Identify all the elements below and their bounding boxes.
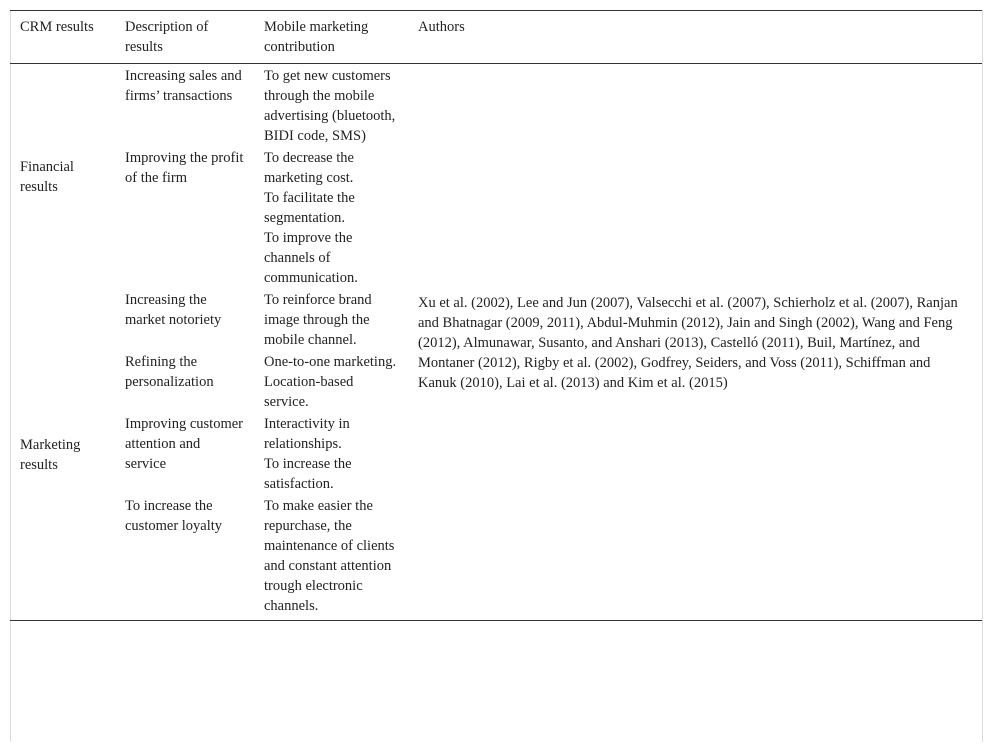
contribution-line: To facilitate the segmentation. bbox=[264, 190, 355, 226]
contribution-line: To decrease the marketing cost. bbox=[264, 150, 354, 186]
row-contribution bbox=[254, 289, 408, 351]
row-description: Refining the personalization bbox=[125, 354, 214, 390]
row-contribution bbox=[254, 413, 408, 495]
contribution-line: Interactivity in relationships. bbox=[264, 416, 350, 452]
header-description: Description of results bbox=[125, 19, 209, 55]
group-financial-results: Financial results bbox=[20, 159, 74, 195]
contribution-line: Location-based service. bbox=[264, 374, 354, 410]
table-header bbox=[10, 11, 982, 64]
row-contribution bbox=[254, 147, 408, 289]
header-row bbox=[10, 11, 982, 64]
group-marketing-results: Marketing results bbox=[20, 436, 81, 473]
row-description: Increasing sales and firms’ transactions bbox=[125, 68, 242, 104]
contribution-line: To reinforce brand image through the mobile channel. bbox=[264, 292, 372, 348]
row-contribution bbox=[254, 495, 408, 621]
row-contribution bbox=[254, 64, 408, 148]
row-description: Improving customer attention and service bbox=[125, 416, 243, 472]
header-crm-results: CRM results bbox=[20, 19, 94, 35]
contribution-line: To increase the satisfaction. bbox=[264, 456, 352, 492]
contribution-line: To make easier the repurchase, the maintenance of clients and constant attention trough electronic channels. bbox=[264, 498, 395, 614]
table-row bbox=[10, 64, 982, 148]
contribution-line: To improve the channels of communication. bbox=[264, 230, 358, 286]
row-description: Improving the profit of the firm bbox=[125, 150, 244, 186]
authors-cell: Xu et al. (2002), Lee and Jun (2007), Valsecchi et al. (2007), Schierholz et al. (2007), Ranjan and Bhatnagar (2009, 2011), Abdul-Muhmin (2012), Jain and Singh (2002), Wang and Feng (2012), Almunawar, Susanto, and Anshari (2013), Castelló (2011), Buil, Martínez, and Montaner (2012), Rigby et al. (2002), Godfrey, Seiders, and Voss (2011), Schiffman and Kanuk (2010), Lai et al. (2013) and Kim et al. (2015) bbox=[418, 294, 958, 391]
header-contribution: Mobile marketing contribution bbox=[264, 19, 369, 55]
row-description: Increasing the market notoriety bbox=[125, 292, 222, 328]
table-body bbox=[10, 64, 982, 621]
header-authors: Authors bbox=[418, 19, 465, 35]
contribution-line: One-to-one marketing. bbox=[264, 354, 397, 370]
row-description: To increase the customer loyalty bbox=[125, 498, 223, 534]
row-contribution bbox=[254, 351, 408, 413]
crm-results-table bbox=[10, 10, 982, 621]
contribution-line: To get new customers through the mobile advertising (bluetooth, BIDI code, SMS) bbox=[264, 68, 396, 144]
